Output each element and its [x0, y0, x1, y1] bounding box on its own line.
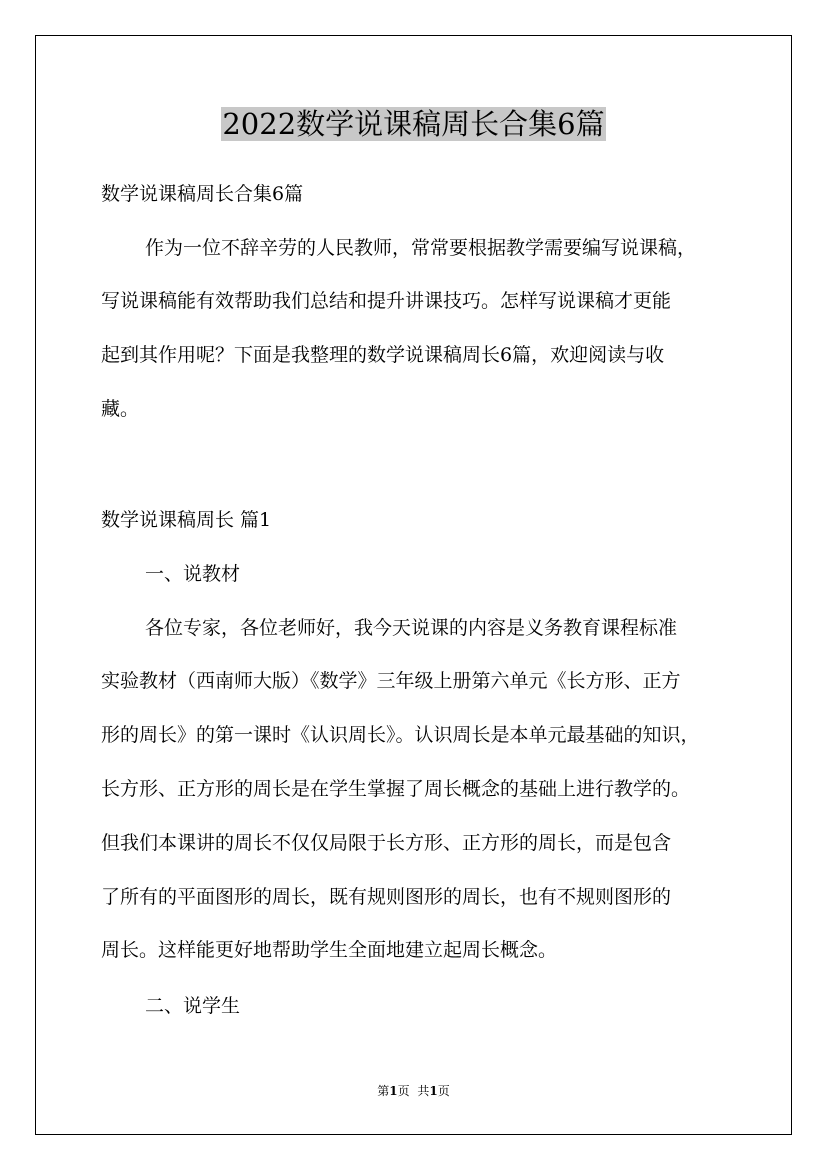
footer-page-total: 1: [429, 1084, 438, 1098]
part1-line-5: 但我们本课讲的周长不仅仅局限于长方形、正方形的周长，而是包含: [101, 832, 672, 854]
intro-line-2: 写说课稿能有效帮助我们总结和提升讲课技巧。怎样写说课稿才更能: [101, 290, 672, 312]
intro-line-1: 作为一位不辞辛劳的人民教师，常常要根据教学需要编写说课稿，: [145, 237, 697, 259]
part1-heading: 一、说教材: [145, 563, 241, 585]
intro-line-3: 起到其作用呢？下面是我整理的数学说课稿周长6篇，欢迎阅读与收: [101, 344, 665, 366]
footer-page-mid: 页: [397, 1084, 410, 1098]
part1-line-2: 实验教材（西南师大版）《数学》三年级上册第六单元《长方形、正方: [101, 670, 681, 692]
footer-total-prefix: 共: [417, 1084, 430, 1098]
footer-total-suffix: 页: [437, 1084, 450, 1098]
part1-line-7: 周长。这样能更好地帮助学生全面地建立起周长概念。: [101, 939, 558, 961]
intro-line-4: 藏。: [101, 398, 140, 420]
document-title-text: 2022数学说课稿周长合集6篇: [222, 107, 605, 141]
part1-line-1: 各位专家，各位老师好，我今天说课的内容是义务教育课程标准: [145, 617, 678, 639]
footer-page-prefix: 第: [377, 1084, 390, 1098]
part1-line-6: 了所有的平面图形的周长，既有规则图形的周长，也有不规则图形的: [101, 886, 672, 908]
part2-heading: 二、说学生: [145, 995, 241, 1017]
section-heading: 数学说课稿周长 篇1: [101, 509, 272, 531]
page-footer: [0, 1083, 827, 1099]
part1-line-3: 形的周长》的第一课时《认识周长》。认识周长是本单元最基础的知识，: [101, 724, 700, 746]
footer-page-current: 1: [389, 1084, 398, 1098]
document-title: [0, 104, 827, 144]
document-subtitle: 数学说课稿周长合集6篇: [101, 183, 304, 205]
part1-line-4: 长方形、正方形的周长是在学生掌握了周长概念的基础上进行教学的。: [101, 778, 691, 800]
